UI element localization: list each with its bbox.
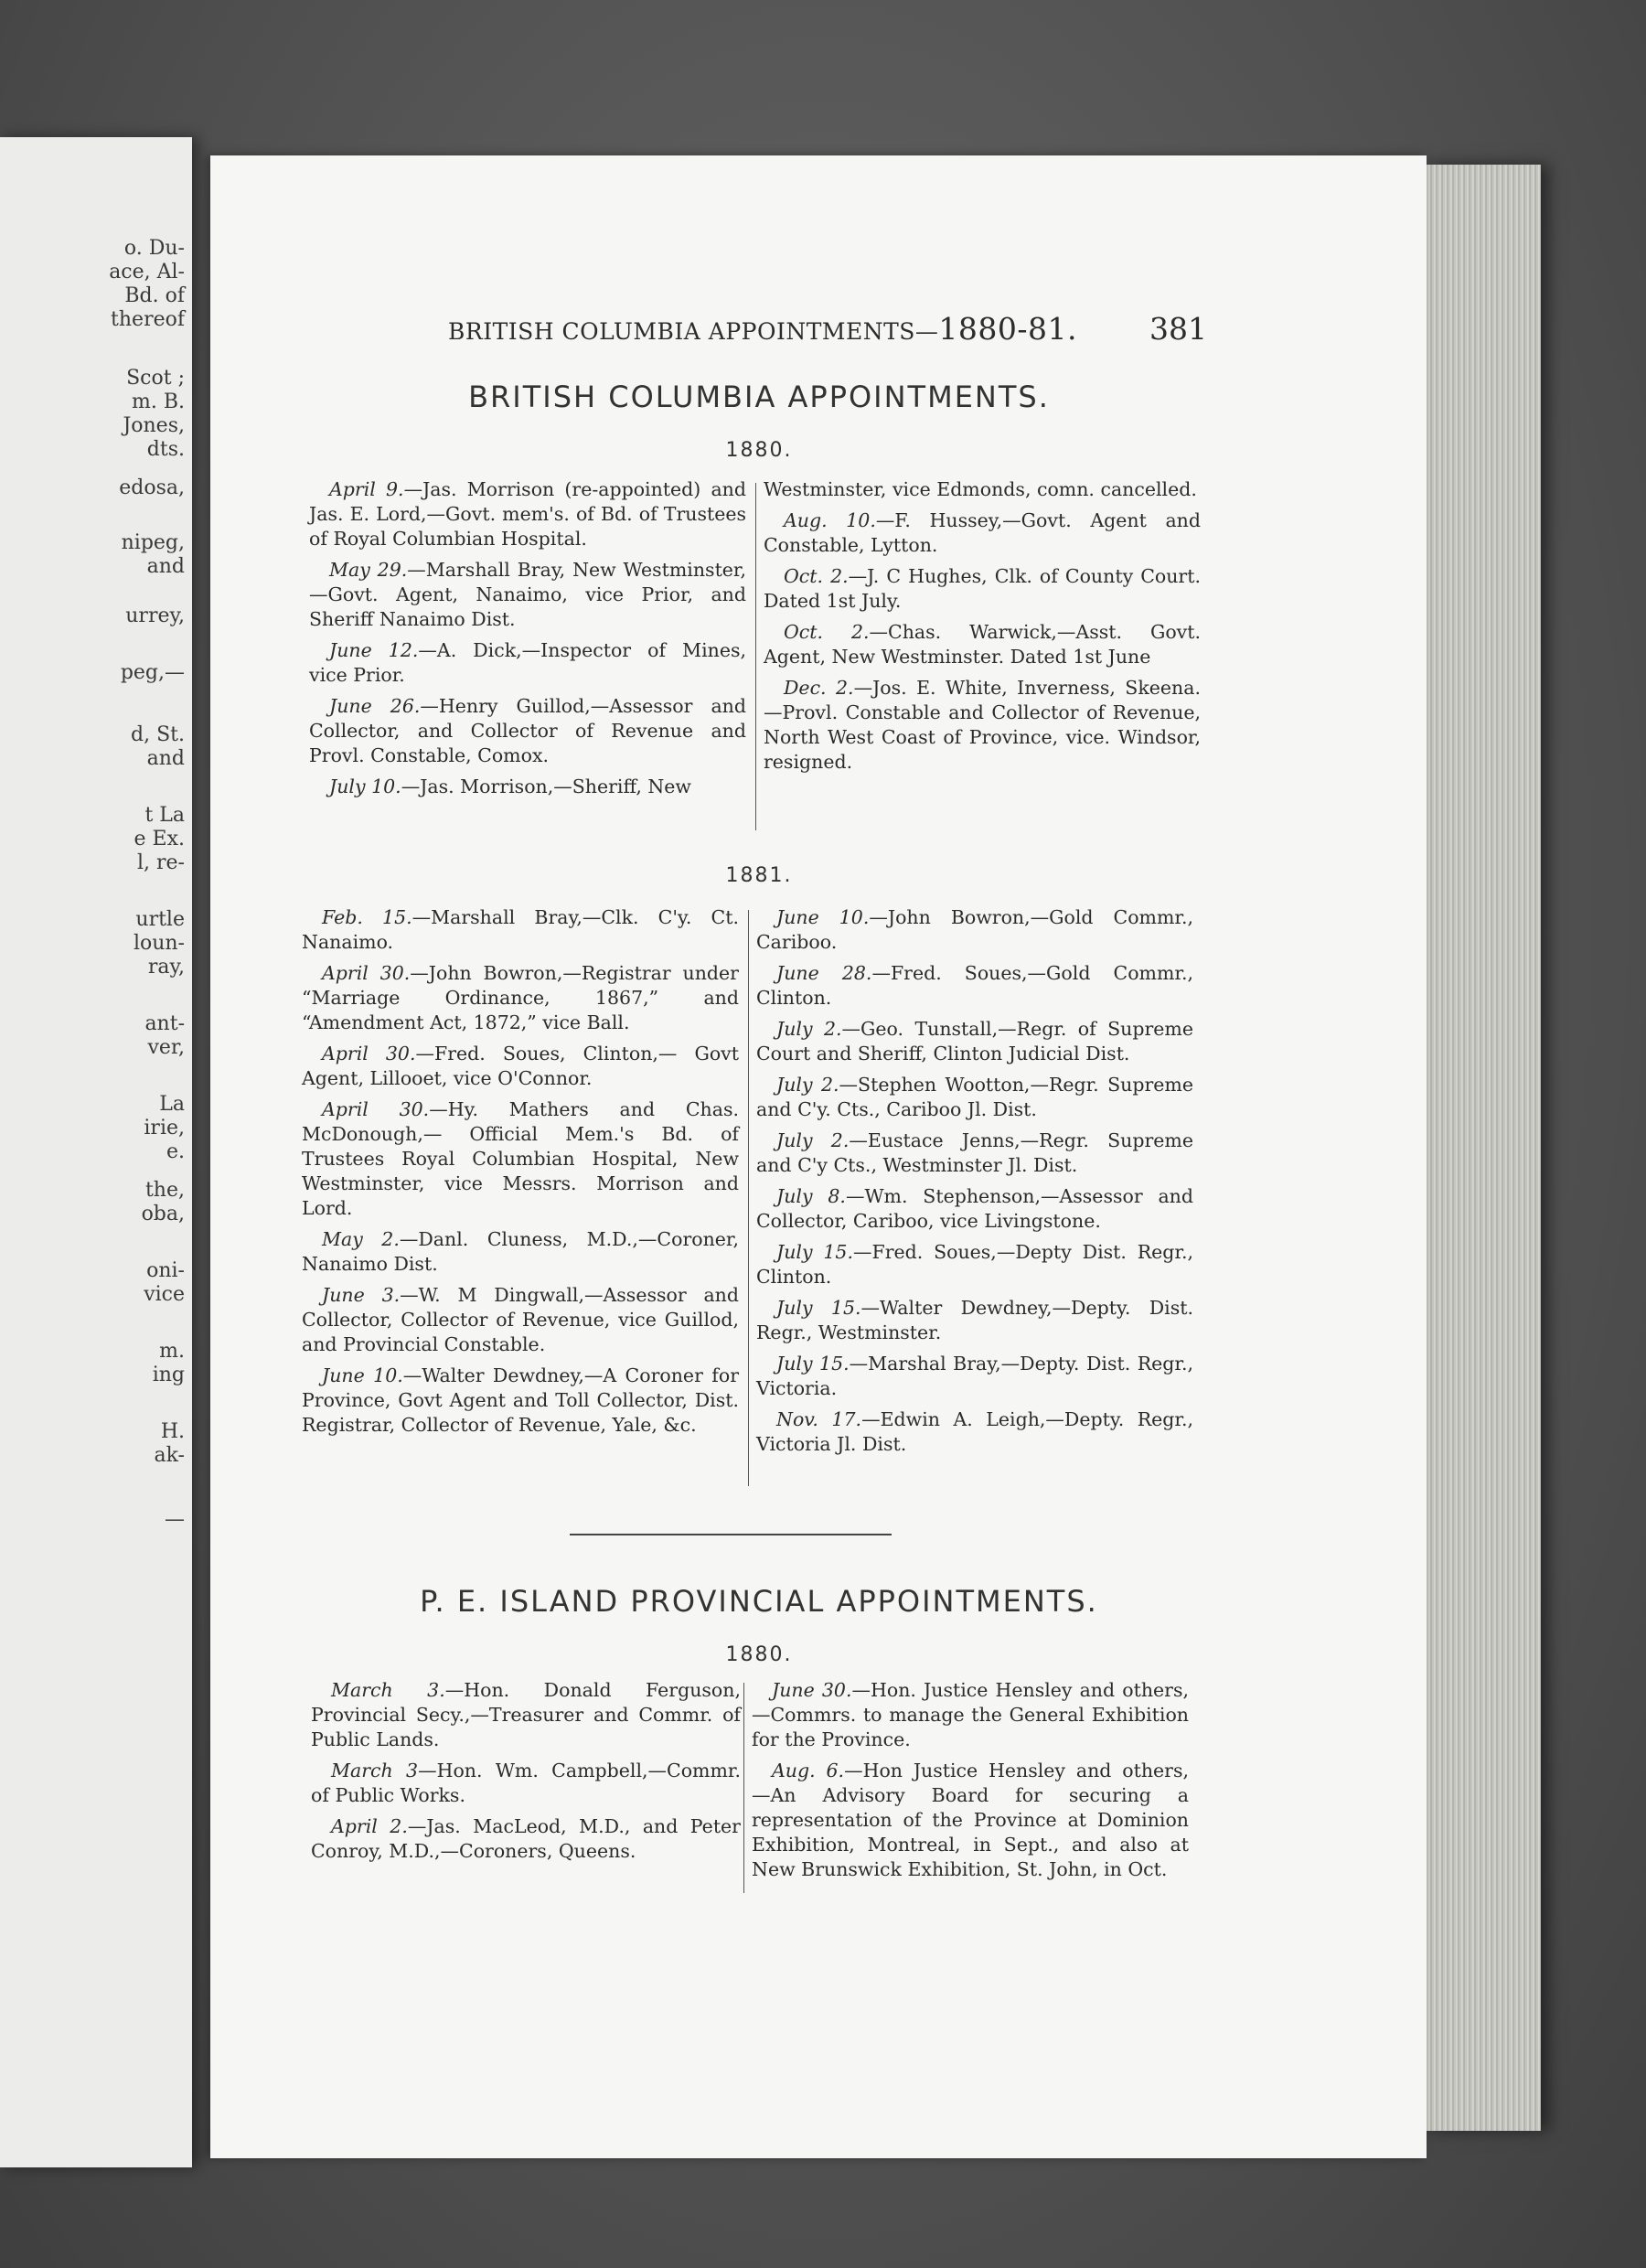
- appointment-entry: [764, 508, 1201, 558]
- left-page-text-fragment: edosa,: [119, 476, 185, 499]
- entry-date: Aug. 10.: [784, 509, 876, 531]
- left-page-text-fragment: ray,: [147, 956, 185, 979]
- entry-date: July 2.: [776, 1074, 839, 1096]
- left-page-text-fragment: peg,—: [120, 661, 185, 684]
- entry-text: —Jos. E. White, Inverness, Skeena. —Provl. Constable and Collector of Revenue, North West Coast of Province, vice. Windsor, resigned.: [764, 677, 1201, 773]
- left-page-text-fragment: oni-: [146, 1259, 185, 1282]
- entry-date: June 3.: [322, 1284, 401, 1306]
- appointment-entry: [756, 1352, 1193, 1401]
- entry-date: April 30.: [322, 1098, 430, 1120]
- pei-1880-left-column: [311, 1678, 741, 1870]
- left-page-text-fragment: oba,: [141, 1203, 185, 1225]
- entry-date: July 2.: [776, 1018, 842, 1040]
- left-page-text-fragment: ak-: [154, 1444, 185, 1467]
- entry-text: —Edwin A. Leigh,—Depty. Regr., Victoria Jl. Dist.: [756, 1408, 1193, 1455]
- entry-date: June 26.: [329, 695, 421, 717]
- left-page-text-fragment: irie,: [144, 1117, 185, 1139]
- entry-date: April 30.: [322, 1043, 416, 1064]
- entry-date: Oct. 2.: [784, 565, 849, 587]
- left-page-text-fragment: l, re-: [137, 851, 185, 874]
- left-page-text-fragment: nipeg,: [121, 531, 185, 554]
- entry-text: —Jas. Morrison,—Sheriff, New: [401, 776, 691, 797]
- running-head: [448, 311, 1207, 348]
- left-page-text-fragment: t La: [144, 804, 185, 827]
- left-page-text-fragment: vice: [144, 1283, 185, 1306]
- entry-text: —Marshal Bray,—Depty. Dist. Regr., Victoria.: [756, 1353, 1193, 1399]
- appointment-entry: [302, 1364, 739, 1438]
- left-page-text-fragment: m.: [159, 1340, 185, 1363]
- left-page-text-fragment: e.: [166, 1140, 185, 1163]
- left-page-text-fragment: d, St.: [131, 723, 185, 746]
- entry-text: —John Bowron,—Registrar under “Marriage Ordinance, 1867,” and “Amendment Act, 1872,” vice Ball.: [302, 962, 739, 1033]
- entry-date: July 8.: [776, 1185, 846, 1207]
- appointment-entry: [311, 1678, 741, 1752]
- appointment-entry: [764, 620, 1201, 669]
- entry-date: Aug. 6.: [772, 1760, 845, 1781]
- entry-date: June 10.: [776, 906, 870, 928]
- bc-1880-left-column: [309, 477, 746, 806]
- entry-text: —Hy. Mathers and Chas. McDonough,— Official Mem.'s Bd. of Trustees Royal Columbian Hospital, New Westminster, vice Messrs. Morrison and Lord.: [302, 1098, 739, 1219]
- appointment-entry: [764, 676, 1201, 775]
- entry-date: July 2.: [776, 1129, 850, 1151]
- appointment-entry: [752, 1678, 1189, 1752]
- entry-date: March 3: [331, 1760, 419, 1781]
- entry-text: —Jas. MacLeod, M.D., and Peter Conroy, M.D.,—Coroners, Queens.: [311, 1815, 741, 1862]
- left-page-text-fragment: the,: [144, 1179, 185, 1202]
- left-page-text-fragment: m. B.: [131, 390, 185, 413]
- pei-1880-right-column: [752, 1678, 1189, 1888]
- appointment-entry: [309, 558, 746, 632]
- appointment-entry: [756, 1017, 1193, 1066]
- left-page-text-fragment: —: [165, 1508, 185, 1531]
- left-page-text-fragment: loun-: [133, 932, 185, 955]
- appointment-entry: [764, 477, 1201, 502]
- page-edges: [1422, 165, 1541, 2131]
- entry-text: —Jas. Morrison (re-appointed) and Jas. E. Lord,—Govt. mem's. of Bd. of Trustees of Royal Columbian Hospital.: [309, 478, 747, 550]
- entry-text: —John Bowron,—Gold Commr., Cariboo.: [756, 906, 1194, 953]
- entry-date: June 12.: [329, 639, 419, 661]
- appointment-entry: [302, 1227, 739, 1277]
- entry-date: July 10.: [329, 776, 401, 797]
- entry-text: —Stephen Wootton,—Regr. Supreme and C'y. Cts., Cariboo Jl. Dist.: [756, 1074, 1193, 1120]
- entry-date: April 2.: [331, 1815, 408, 1837]
- left-page-text-fragment: ing: [152, 1364, 185, 1386]
- appointment-entry: [311, 1759, 741, 1808]
- left-facing-page: [0, 137, 192, 2167]
- bc-1881-right-column: [756, 905, 1193, 1463]
- left-page-text-fragment: o. Du-: [123, 237, 185, 260]
- appointment-entry: [309, 694, 746, 768]
- appointment-entry: [302, 961, 739, 1035]
- appointment-entry: [302, 905, 739, 955]
- entry-text: —W. M Dingwall,—Assessor and Collector, Collector of Revenue, vice Guillod, and Provincial Constable.: [302, 1284, 739, 1355]
- entry-date: Nov. 17.: [776, 1408, 862, 1430]
- entry-date: June 28.: [776, 962, 872, 984]
- entry-text: Westminster, vice Edmonds, comn. cancelled.: [764, 478, 1197, 500]
- left-page-text-fragment: Scot ;: [126, 367, 185, 390]
- entry-text: —Hon. Donald Ferguson, Provincial Secy.,—Treasurer and Commr. of Public Lands.: [311, 1679, 741, 1750]
- appointment-entry: [752, 1759, 1189, 1882]
- bc-year-1881: 1881.: [725, 864, 793, 887]
- appointment-entry: [302, 1097, 739, 1221]
- left-page-text-fragment: La: [159, 1093, 185, 1116]
- entry-text: —Wm. Stephenson,—Assessor and Collector, Cariboo, vice Livingstone.: [756, 1185, 1193, 1232]
- entry-text: —Marshall Bray, New Westminster,—Govt. Agent, Nanaimo, vice Prior, and Sheriff Nanaimo Dist.: [309, 559, 746, 630]
- appointment-entry: [756, 961, 1193, 1011]
- appointment-entry: [311, 1814, 741, 1864]
- appointment-entry: [756, 1407, 1193, 1457]
- entry-text: —Danl. Cluness, M.D.,—Coroner, Nanaimo Dist.: [302, 1228, 739, 1275]
- entry-date: May 29.: [329, 559, 408, 581]
- entry-date: June 30.: [772, 1679, 852, 1701]
- entry-text: —Walter Dewdney,—Depty. Dist. Regr., Westminster.: [756, 1297, 1193, 1343]
- entry-text: —Hon Justice Hensley and others, —An Advisory Board for securing a representation of the Province at Dominion Exhibition, Montreal, in Sept., and also at New Brunswick Exhibition, St. John, in Oct.: [752, 1760, 1189, 1880]
- entry-text: —Fred. Soues,—Gold Commr., Clinton.: [756, 962, 1194, 1009]
- entry-text: —A. Dick,—Inspector of Mines, vice Prior.: [309, 639, 746, 686]
- entry-date: Dec. 2.: [784, 677, 854, 699]
- left-page-text-fragment: ant-: [144, 1012, 185, 1035]
- entry-date: July 15.: [776, 1297, 861, 1319]
- left-page-text-fragment: Bd. of: [124, 284, 185, 307]
- left-page-text-fragment: H.: [160, 1420, 185, 1443]
- column-divider: [743, 1683, 744, 1893]
- appointment-entry: [756, 1184, 1193, 1234]
- left-page-text-fragment: e Ex.: [134, 828, 185, 850]
- entry-date: May 2.: [322, 1228, 400, 1250]
- appointment-entry: [756, 1296, 1193, 1345]
- running-head-title: BRITISH COLUMBIA APPOINTMENTS—1880-81.: [448, 311, 1078, 347]
- left-page-text-fragment: and: [146, 747, 185, 770]
- entry-text: —Hon. Wm. Campbell,—Commr. of Public Works.: [311, 1760, 741, 1806]
- entry-date: March 3.: [331, 1679, 445, 1701]
- left-page-text-fragment: urtle: [135, 908, 185, 931]
- appointment-entry: [309, 477, 746, 551]
- entry-date: July 15.: [776, 1241, 853, 1263]
- bc-section-title: BRITISH COLUMBIA APPOINTMENTS.: [468, 380, 1050, 414]
- appointment-entry: [756, 1073, 1193, 1122]
- column-divider: [748, 910, 749, 1486]
- section-separator: [570, 1534, 892, 1535]
- bc-year-1880: 1880.: [725, 439, 793, 462]
- entry-date: April 9.: [329, 478, 404, 500]
- entry-date: April 30.: [322, 962, 411, 984]
- entry-text: —Fred. Soues, Clinton,— Govt Agent, Lillooet, vice O'Connor.: [302, 1043, 739, 1089]
- appointment-entry: [302, 1042, 739, 1091]
- entry-text: —J. C Hughes, Clk. of County Court. Dated 1st July.: [764, 565, 1201, 612]
- bc-1881-left-column: [302, 905, 739, 1444]
- left-page-text-fragment: Jones,: [123, 414, 185, 437]
- appointment-entry: [302, 1283, 739, 1357]
- appointment-entry: [764, 564, 1201, 614]
- appointment-entry: [309, 638, 746, 688]
- left-page-text-fragment: thereof: [111, 308, 185, 331]
- left-page-text-fragment: urrey,: [125, 604, 185, 627]
- entry-text: —Marshall Bray,—Clk. C'y. Ct. Nanaimo.: [302, 906, 739, 953]
- left-page-text-fragment: dts.: [146, 438, 185, 461]
- entry-text: —Walter Dewdney,—A Coroner for Province, Govt Agent and Toll Collector, Dist. Registrar, Collector of Revenue, Yale, &c.: [302, 1364, 739, 1436]
- entry-text: —Henry Guillod,—Assessor and Collector, and Collector of Revenue and Provl. Constable, Comox.: [309, 695, 747, 766]
- entry-date: Oct. 2.: [784, 621, 870, 643]
- page-number: 381: [1149, 311, 1207, 347]
- left-page-text-fragment: and: [146, 555, 185, 578]
- entry-date: July 15.: [776, 1353, 850, 1375]
- appointment-entry: [756, 1129, 1193, 1178]
- entry-text: —F. Hussey,—Govt. Agent and Constable, Lytton.: [764, 509, 1202, 556]
- entry-date: Feb. 15.: [322, 906, 412, 928]
- entry-text: —Hon. Justice Hensley and others,—Commrs. to manage the General Exhibition for the Province.: [752, 1679, 1189, 1750]
- pei-year-1880: 1880.: [725, 1643, 793, 1666]
- left-page-text-fragment: ace, Al-: [109, 261, 185, 284]
- appointment-entry: [309, 775, 746, 799]
- entry-text: —Eustace Jenns,—Regr. Supreme and C'y Cts., Westminster Jl. Dist.: [756, 1129, 1193, 1176]
- column-divider: [755, 483, 756, 830]
- bc-1880-right-column: [764, 477, 1201, 781]
- entry-text: —Chas. Warwick,—Asst. Govt. Agent, New Westminster. Dated 1st June: [764, 621, 1201, 668]
- entry-text: —Geo. Tunstall,—Regr. of Supreme Court and Sheriff, Clinton Judicial Dist.: [756, 1018, 1193, 1064]
- entry-date: June 10.: [322, 1364, 403, 1386]
- left-page-text-fragment: ver,: [147, 1036, 185, 1059]
- running-head-years: 1880-81.: [938, 311, 1078, 347]
- appointment-entry: [756, 905, 1193, 955]
- appointment-entry: [756, 1240, 1193, 1289]
- entry-text: —Fred. Soues,—Depty Dist. Regr., Clinton.: [756, 1241, 1193, 1288]
- pei-section-title: P. E. ISLAND PROVINCIAL APPOINTMENTS.: [420, 1584, 1098, 1619]
